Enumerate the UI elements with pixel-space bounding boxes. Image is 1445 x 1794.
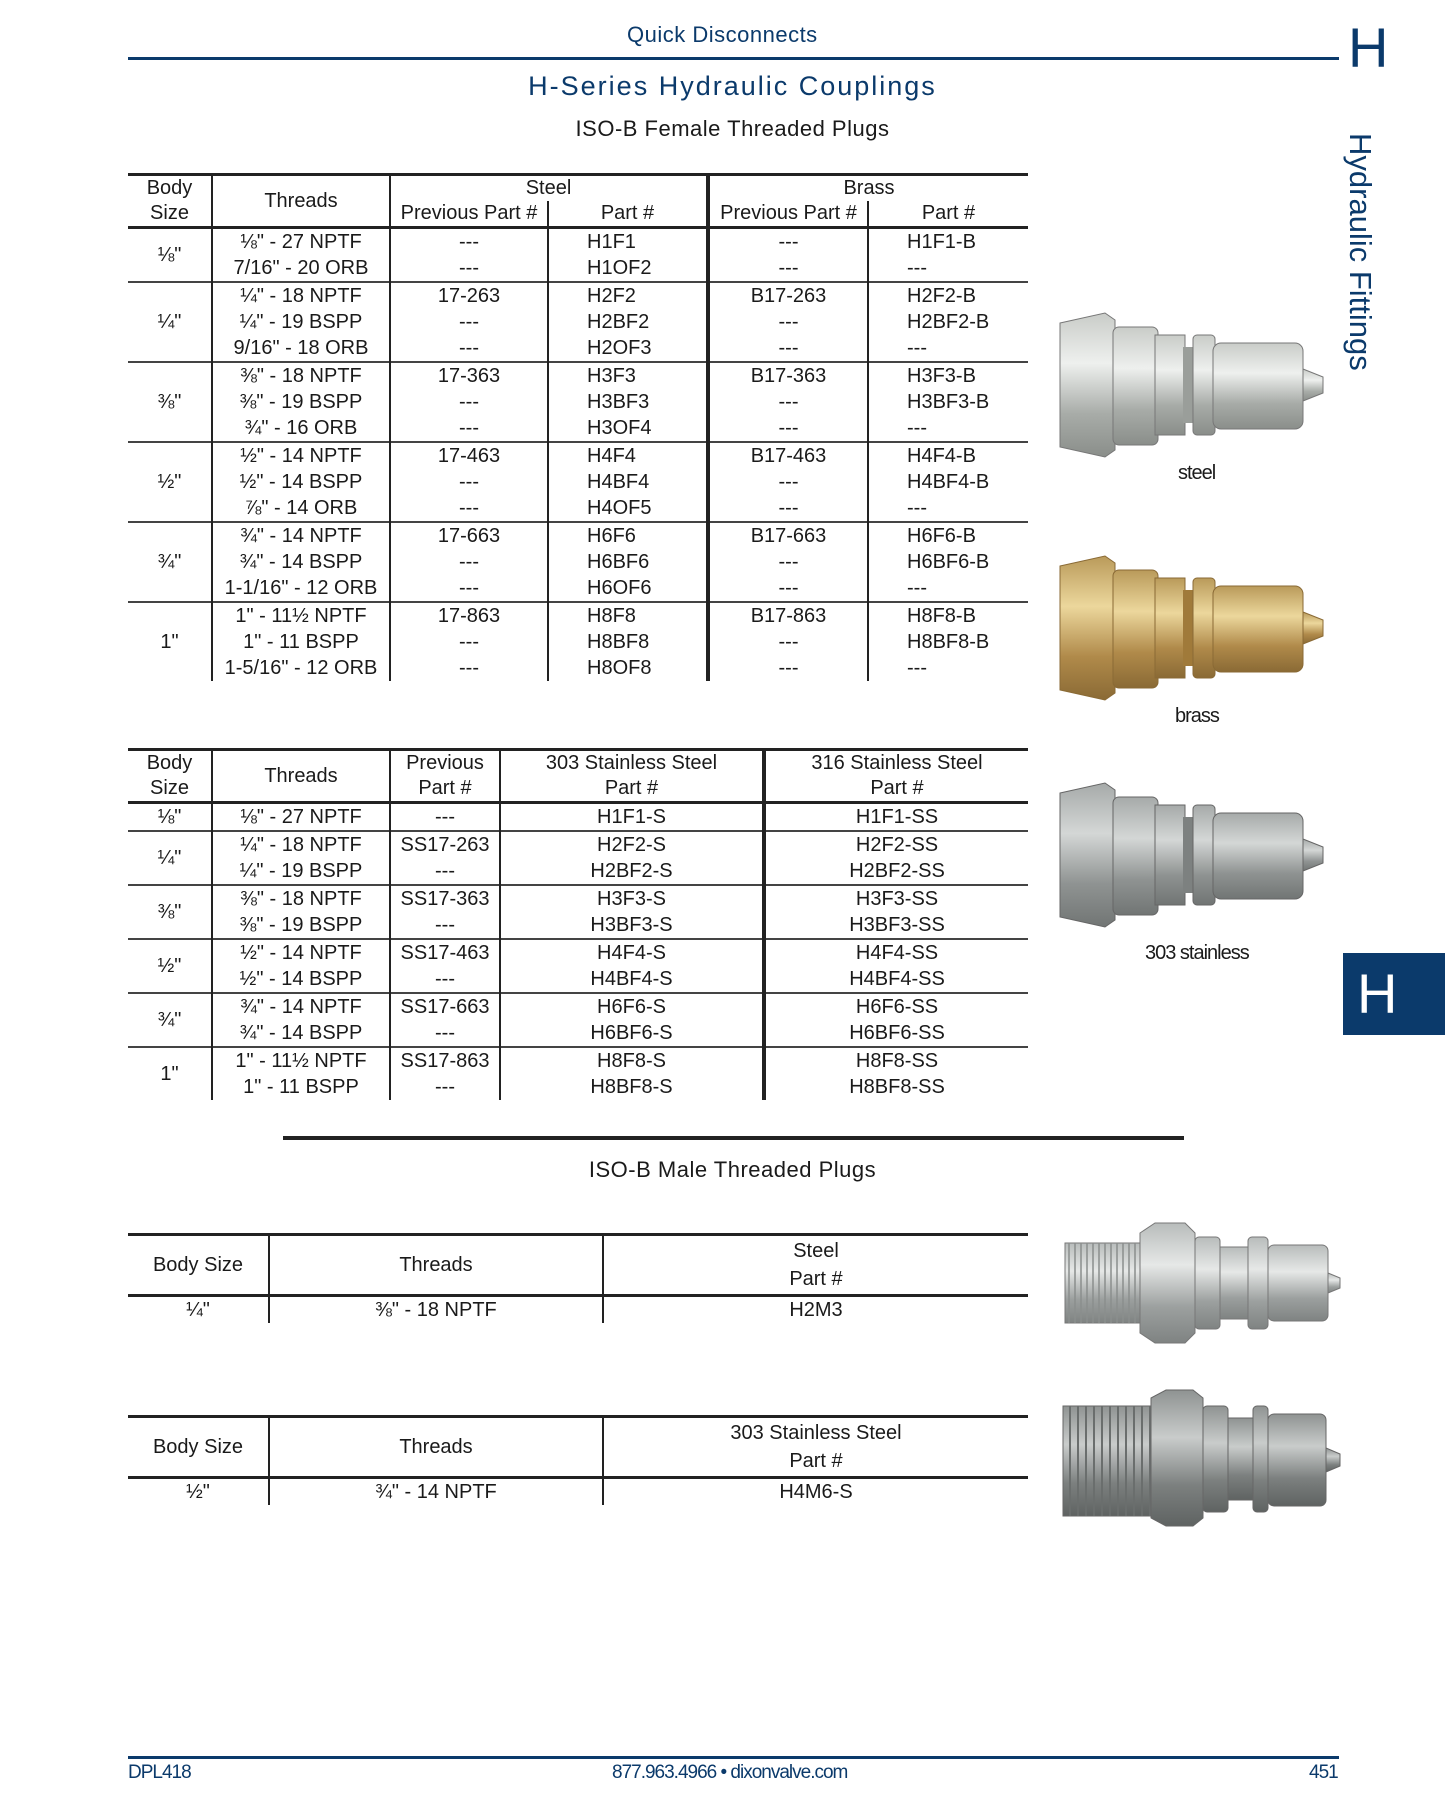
page-title: H-Series Hydraulic Couplings	[528, 71, 937, 101]
brass-part-cell: H8F8-B	[868, 602, 1028, 629]
catalog-code: DPL418	[128, 1762, 191, 1783]
prev-part-cell: ---	[390, 912, 500, 939]
header-steel: Steel	[390, 175, 708, 202]
table-row	[128, 1047, 1028, 1074]
table-row	[128, 575, 1028, 602]
brass-part-cell: H3F3-B	[868, 362, 1028, 389]
threads-cell: ¾" - 14 NPTF	[212, 993, 390, 1020]
part-number-cell: H4M6-S	[603, 1478, 1028, 1506]
threads-cell: ¼" - 18 NPTF	[212, 831, 390, 858]
steel-prev-part-cell: ---	[390, 389, 548, 415]
steel-prev-part-cell: ---	[390, 629, 548, 655]
stainless-female-plug-image	[1055, 775, 1340, 935]
steel-part-cell: H3OF4	[548, 415, 708, 442]
ss303-part-cell: H6BF6-S	[500, 1020, 764, 1047]
footer-rule	[128, 1756, 1339, 1759]
ss303-part-cell: H4BF4-S	[500, 966, 764, 993]
brass-prev-part-cell: ---	[708, 389, 868, 415]
steel-part-cell: H4OF5	[548, 495, 708, 522]
header-brass-part: Part #	[868, 201, 1028, 228]
brass-prev-part-cell: ---	[708, 255, 868, 282]
threads-cell: ½" - 14 BSPP	[212, 469, 390, 495]
header-threads: Threads	[212, 175, 390, 228]
steel-prev-part-cell: 17-663	[390, 522, 548, 549]
steel-part-cell: H8OF8	[548, 655, 708, 681]
header-body-size: Body Size	[152, 1436, 244, 1458]
brass-part-cell: H4F4-B	[868, 442, 1028, 469]
table-row	[128, 939, 1028, 966]
brass-prev-part-cell: B17-863	[708, 602, 868, 629]
steel-part-cell: H1F1	[548, 228, 708, 256]
ss303-part-cell: H1F1-S	[500, 803, 764, 832]
table-row	[128, 469, 1028, 495]
table-row	[128, 309, 1028, 335]
table-row	[128, 831, 1028, 858]
threads-cell: ¼" - 19 BSPP	[212, 858, 390, 885]
body-size-cell: ½"	[186, 1481, 210, 1503]
brass-prev-part-cell: ---	[708, 228, 868, 256]
threads-cell: ¾" - 16 ORB	[212, 415, 390, 442]
steel-part-cell: H2OF3	[548, 335, 708, 362]
threads-cell: ⅜" - 19 BSPP	[212, 389, 390, 415]
ss316-part-cell: H8BF8-SS	[764, 1074, 1028, 1100]
threads-cell: ⅜" - 18 NPTF	[212, 362, 390, 389]
ss316-part-cell: H6F6-SS	[764, 993, 1028, 1020]
table-row	[128, 885, 1028, 912]
table-row	[128, 858, 1028, 885]
brass-part-cell: H4BF4-B	[868, 469, 1028, 495]
steel-part-cell: H3BF3	[548, 389, 708, 415]
steel-prev-part-cell: ---	[390, 469, 548, 495]
steel-prev-part-cell: 17-463	[390, 442, 548, 469]
header-ss303-part: 303 Stainless Steel Part #	[500, 750, 764, 803]
table-row	[128, 655, 1028, 681]
steel-part-cell: H4F4	[548, 442, 708, 469]
part-number-cell: H2M3	[603, 1296, 1028, 1324]
threads-cell: ¾" - 14 BSPP	[212, 1020, 390, 1047]
brass-prev-part-cell: B17-463	[708, 442, 868, 469]
male-plugs-stainless-table	[128, 1415, 1028, 1505]
steel-part-cell: H6OF6	[548, 575, 708, 602]
table-row	[128, 415, 1028, 442]
threads-cell: 9/16" - 18 ORB	[212, 335, 390, 362]
prev-part-cell: SS17-363	[390, 885, 500, 912]
brass-part-cell: ---	[868, 655, 1028, 681]
ss316-part-cell: H6BF6-SS	[764, 1020, 1028, 1047]
ss316-part-cell: H8F8-SS	[764, 1047, 1028, 1074]
threads-cell: ¾" - 14 NPTF	[212, 522, 390, 549]
prev-part-cell: ---	[390, 858, 500, 885]
brass-part-cell: ---	[868, 335, 1028, 362]
threads-cell: ½" - 14 NPTF	[212, 939, 390, 966]
body-size-cell: ⅛"	[157, 244, 182, 266]
threads-cell: ¾" - 14 BSPP	[212, 549, 390, 575]
prev-part-cell: ---	[390, 803, 500, 832]
brass-part-cell: H6F6-B	[868, 522, 1028, 549]
ss303-part-cell: H6F6-S	[500, 993, 764, 1020]
steel-part-cell: H6BF6	[548, 549, 708, 575]
brass-prev-part-cell: ---	[708, 415, 868, 442]
ss303-part-cell: H8BF8-S	[500, 1074, 764, 1100]
threads-cell: ⅜" - 19 BSPP	[212, 912, 390, 939]
prev-part-cell: SS17-263	[390, 831, 500, 858]
header-prev-part: Previous Part #	[390, 750, 500, 803]
brass-prev-part-cell: ---	[708, 309, 868, 335]
male-section-subtitle: ISO-B Male Threaded Plugs	[588, 1157, 877, 1182]
threads-cell: 1" - 11½ NPTF	[212, 1047, 390, 1074]
side-chapter-label-text: Hydraulic Fittings	[1343, 133, 1378, 371]
steel-female-plug-image	[1055, 305, 1340, 465]
table-row	[128, 629, 1028, 655]
table-row	[128, 993, 1028, 1020]
body-size-cell: 1"	[128, 602, 212, 681]
brass-prev-part-cell: ---	[708, 495, 868, 522]
steel-prev-part-cell: ---	[390, 575, 548, 602]
brass-part-cell: H8BF8-B	[868, 629, 1028, 655]
header-steel-prev-part: Previous Part #	[390, 201, 548, 228]
ss303-part-cell: H8F8-S	[500, 1047, 764, 1074]
brass-prev-part-cell: B17-263	[708, 282, 868, 309]
steel-prev-part-cell: ---	[390, 495, 548, 522]
steel-prev-part-cell: ---	[390, 255, 548, 282]
stainless-caption: 303 stainless	[1145, 942, 1249, 964]
threads-cell: ⅜" - 18 NPTF	[269, 1296, 603, 1324]
threads-cell: ⅛" - 27 NPTF	[212, 803, 390, 832]
ss316-part-cell: H4BF4-SS	[764, 966, 1028, 993]
body-size-cell: ¼"	[128, 282, 212, 362]
table-row	[128, 522, 1028, 549]
female-plugs-stainless-table	[128, 748, 1028, 1100]
threads-cell: ¼" - 19 BSPP	[212, 309, 390, 335]
header-body-size: Body Size	[146, 752, 193, 799]
header-ss316-part: 316 Stainless Steel Part #	[764, 750, 1028, 803]
prev-part-cell: SS17-463	[390, 939, 500, 966]
brass-caption: brass	[1175, 705, 1219, 727]
steel-male-plug-image	[1060, 1215, 1345, 1345]
brass-part-cell: ---	[868, 495, 1028, 522]
section-divider	[283, 1136, 1184, 1140]
steel-prev-part-cell: 17-863	[390, 602, 548, 629]
female-plugs-steel-brass-table	[128, 173, 1028, 681]
table-row	[128, 1074, 1028, 1100]
table-row	[128, 966, 1028, 993]
prev-part-cell: ---	[390, 966, 500, 993]
steel-prev-part-cell: ---	[390, 335, 548, 362]
threads-cell: ½" - 14 BSPP	[212, 966, 390, 993]
section-name: Quick Disconnects	[627, 22, 818, 47]
steel-prev-part-cell: 17-263	[390, 282, 548, 309]
brass-prev-part-cell: ---	[708, 549, 868, 575]
header-rule	[128, 57, 1339, 60]
body-size-cell: ½"	[128, 939, 212, 993]
steel-caption: steel	[1178, 462, 1216, 484]
table-row	[128, 442, 1028, 469]
brass-prev-part-cell: ---	[708, 575, 868, 602]
header-body-size: Body Size	[152, 1254, 244, 1276]
prev-part-cell: ---	[390, 1020, 500, 1047]
brass-part-cell: H3BF3-B	[868, 389, 1028, 415]
steel-prev-part-cell: ---	[390, 655, 548, 681]
threads-cell: 1" - 11½ NPTF	[212, 602, 390, 629]
prev-part-cell: ---	[390, 1074, 500, 1100]
threads-cell: ⅞" - 14 ORB	[212, 495, 390, 522]
table-row	[128, 335, 1028, 362]
female-section-subtitle: ISO-B Female Threaded Plugs	[575, 116, 890, 141]
header-brass-prev-part: Previous Part #	[708, 201, 868, 228]
header-threads: Threads	[212, 750, 390, 803]
table-row	[128, 362, 1028, 389]
page-number: 451	[1309, 1762, 1338, 1783]
footer-contact: 877.963.4966 • dixonvalve.com	[612, 1762, 848, 1783]
header-threads: Threads	[269, 1235, 603, 1296]
table-row	[128, 495, 1028, 522]
body-size-cell: ⅜"	[128, 362, 212, 442]
chapter-letter: H	[1348, 16, 1389, 79]
ss316-part-cell: H4F4-SS	[764, 939, 1028, 966]
brass-part-cell: H1F1-B	[868, 228, 1028, 256]
prev-part-cell: SS17-663	[390, 993, 500, 1020]
threads-cell: ½" - 14 NPTF	[212, 442, 390, 469]
threads-cell: 1-5/16" - 12 ORB	[212, 655, 390, 681]
side-chapter-label	[1340, 133, 1380, 393]
steel-part-cell: H8BF8	[548, 629, 708, 655]
stainless-male-plug-image	[1058, 1388, 1343, 1528]
header-threads: Threads	[269, 1417, 603, 1478]
threads-cell: ¾" - 14 NPTF	[269, 1478, 603, 1506]
threads-cell: 1-1/16" - 12 ORB	[212, 575, 390, 602]
header-brass: Brass	[708, 175, 1028, 202]
threads-cell: ⅛" - 27 NPTF	[212, 228, 390, 256]
table-row	[128, 1020, 1028, 1047]
ss316-part-cell: H2F2-SS	[764, 831, 1028, 858]
ss303-part-cell: H2F2-S	[500, 831, 764, 858]
table-row	[128, 602, 1028, 629]
brass-part-cell: H6BF6-B	[868, 549, 1028, 575]
steel-part-cell: H1OF2	[548, 255, 708, 282]
prev-part-cell: SS17-863	[390, 1047, 500, 1074]
body-size-cell: ¾"	[128, 993, 212, 1047]
brass-female-plug-image	[1055, 548, 1340, 708]
threads-cell: ⅜" - 18 NPTF	[212, 885, 390, 912]
table-row	[128, 1478, 1028, 1506]
steel-part-cell: H4BF4	[548, 469, 708, 495]
threads-cell: 1" - 11 BSPP	[212, 1074, 390, 1100]
header-steel-part: Steel Part #	[603, 1235, 1028, 1296]
ss303-part-cell: H3BF3-S	[500, 912, 764, 939]
header-ss303-part: 303 Stainless Steel Part #	[603, 1417, 1028, 1478]
brass-prev-part-cell: ---	[708, 655, 868, 681]
table-row	[128, 228, 1028, 256]
brass-part-cell: ---	[868, 255, 1028, 282]
threads-cell: 1" - 11 BSPP	[212, 629, 390, 655]
steel-prev-part-cell: ---	[390, 309, 548, 335]
ss303-part-cell: H4F4-S	[500, 939, 764, 966]
body-size-cell: ¾"	[128, 522, 212, 602]
ss316-part-cell: H2BF2-SS	[764, 858, 1028, 885]
male-plugs-steel-table	[128, 1233, 1028, 1323]
ss316-part-cell: H3BF3-SS	[764, 912, 1028, 939]
table-row	[128, 1296, 1028, 1324]
ss316-part-cell: H3F3-SS	[764, 885, 1028, 912]
steel-part-cell: H2BF2	[548, 309, 708, 335]
ss303-part-cell: H3F3-S	[500, 885, 764, 912]
brass-part-cell: H2F2-B	[868, 282, 1028, 309]
chapter-tab-marker: H	[1343, 953, 1445, 1035]
table-row	[128, 912, 1028, 939]
brass-prev-part-cell: ---	[708, 629, 868, 655]
brass-part-cell: ---	[868, 575, 1028, 602]
header-steel-part: Part #	[548, 201, 708, 228]
table-row	[128, 389, 1028, 415]
steel-part-cell: H2F2	[548, 282, 708, 309]
body-size-cell: ¼"	[186, 1299, 210, 1321]
body-size-cell: ¼"	[128, 831, 212, 885]
brass-prev-part-cell: B17-363	[708, 362, 868, 389]
ss316-part-cell: H1F1-SS	[764, 803, 1028, 832]
body-size-cell: 1"	[128, 1047, 212, 1100]
steel-prev-part-cell: ---	[390, 228, 548, 256]
table-row	[128, 255, 1028, 282]
steel-part-cell: H3F3	[548, 362, 708, 389]
steel-prev-part-cell: ---	[390, 549, 548, 575]
brass-prev-part-cell: B17-663	[708, 522, 868, 549]
brass-part-cell: ---	[868, 415, 1028, 442]
steel-prev-part-cell: ---	[390, 415, 548, 442]
table-row	[128, 282, 1028, 309]
brass-prev-part-cell: ---	[708, 335, 868, 362]
threads-cell: 7/16" - 20 ORB	[212, 255, 390, 282]
steel-part-cell: H6F6	[548, 522, 708, 549]
table-row	[128, 549, 1028, 575]
body-size-cell: ⅜"	[128, 885, 212, 939]
brass-prev-part-cell: ---	[708, 469, 868, 495]
table-row	[128, 803, 1028, 832]
ss303-part-cell: H2BF2-S	[500, 858, 764, 885]
steel-part-cell: H8F8	[548, 602, 708, 629]
header-body-size: Body Size	[128, 175, 212, 228]
threads-cell: ¼" - 18 NPTF	[212, 282, 390, 309]
steel-prev-part-cell: 17-363	[390, 362, 548, 389]
body-size-cell: ⅛"	[157, 806, 182, 828]
brass-part-cell: H2BF2-B	[868, 309, 1028, 335]
body-size-cell: ½"	[128, 442, 212, 522]
